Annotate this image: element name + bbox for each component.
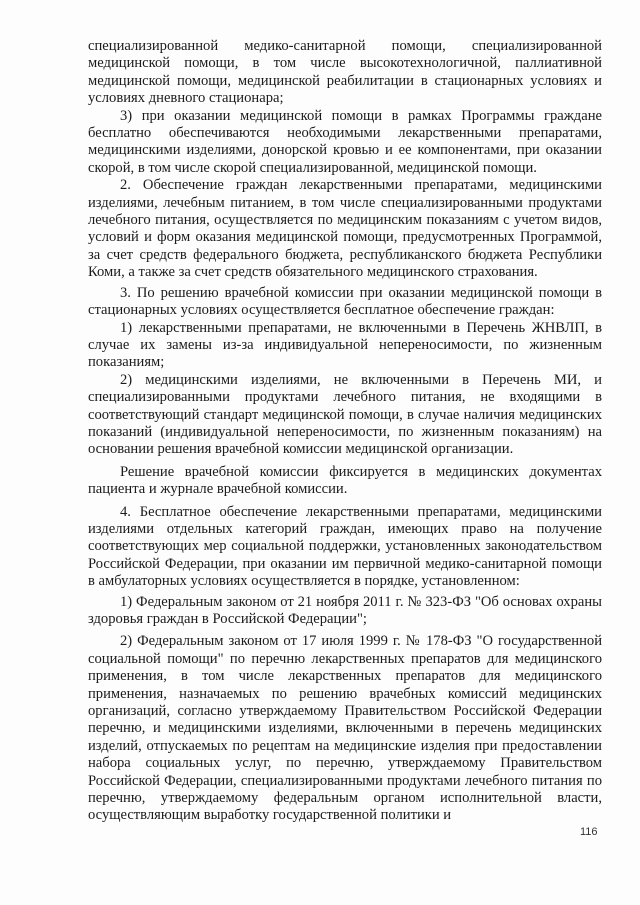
paragraph-continuation: специализированной медико-санитарной помощи, специализированной медицинской помощи, в том числе высокотехнологичной, паллиативной медицинской помощи, медицинской реабилитации в стационарных условиях и условиях дневного стационара; xyxy=(88,38,602,107)
paragraph-subitem-1: 1) лекарственными препаратами, не включенными в Перечень ЖНВЛП, в случае их замены из-за индивидуальной непереносимости, по жизненным показаниям; xyxy=(88,319,602,371)
paragraph-section-2: 2. Обеспечение граждан лекарственными препаратами, медицинскими изделиями, лечебным питанием, в том числе специализированными продуктами лечебного питания, осуществляется по медицинским показаниям с учетом видов, условий и форм оказания медицинской помощи, предусмотренных Программой, за счет средств федерального бюджета, республиканского бюджета Республики Коми, а также за счет средств обязательного медицинского страхования. xyxy=(88,177,602,281)
paragraph-section-3: 3. По решению врачебной комиссии при оказании медицинской помощи в стационарных условиях осуществляется бесплатное обеспечение граждан: xyxy=(88,284,602,319)
paragraph-item-3: 3) при оказании медицинской помощи в рамках Программы граждане бесплатно обеспечиваются необходимыми лекарственными препаратами, медицинскими изделиями, донорской кровью и ее компонентами, при оказании скорой, в том числе скорой специализированной, медицинской помощи. xyxy=(88,107,602,176)
paragraph-law-323: 1) Федеральным законом от 21 ноября 2011 г. № 323-ФЗ "Об основах охраны здоровья граждан в Российской Федерации"; xyxy=(88,593,602,627)
paragraph-law-178: 2) Федеральным законом от 17 июля 1999 г. № 178-ФЗ "О государственной социальной помощи" по перечню лекарственных препаратов для медицинского применения, в том числе лекарственных препаратов для медицинского применения, назначаемых по решению врачебных комиссий медицинских организаций, согласно утверждаемому Правительством Российской Федерации перечню, и медицинскими изделиями, включенными в перечень медицинских изделий, отпускаемых по рецептам на медицинские изделия при предоставлении набора социальных услуг, по перечню, утверждаемому Правительством Российской Федерации, специализированными продуктами лечебного питания по перечню, утверждаемому федеральным органом исполнительной власти, осуществляющим выработку государственной политики и xyxy=(88,633,602,824)
document-body xyxy=(88,38,602,825)
paragraph-commission-decision: Решение врачебной комиссии фиксируется в медицинских документах пациента и журнале врачебной комиссии. xyxy=(88,463,602,498)
paragraph-section-4: 4. Бесплатное обеспечение лекарственными препаратами, медицинскими изделиями отдельных категорий граждан, имеющих право на получение соответствующих мер социальной поддержки, установленных законодательством Российской Федерации, при оказании им первичной медико-санитарной помощи в амбулаторных условиях осуществляется в порядке, установленном: xyxy=(88,503,602,590)
page-number: 116 xyxy=(580,826,598,838)
paragraph-subitem-2: 2) медицинскими изделиями, не включенными в Перечень МИ, и специализированными продуктами лечебного питания, не входящими в соответствующий стандарт медицинской помощи, в случае наличия медицинских показаний (индивидуальной непереносимости, по жизненным показаниям) на основании решения врачебной комиссии медицинской организации. xyxy=(88,371,602,458)
